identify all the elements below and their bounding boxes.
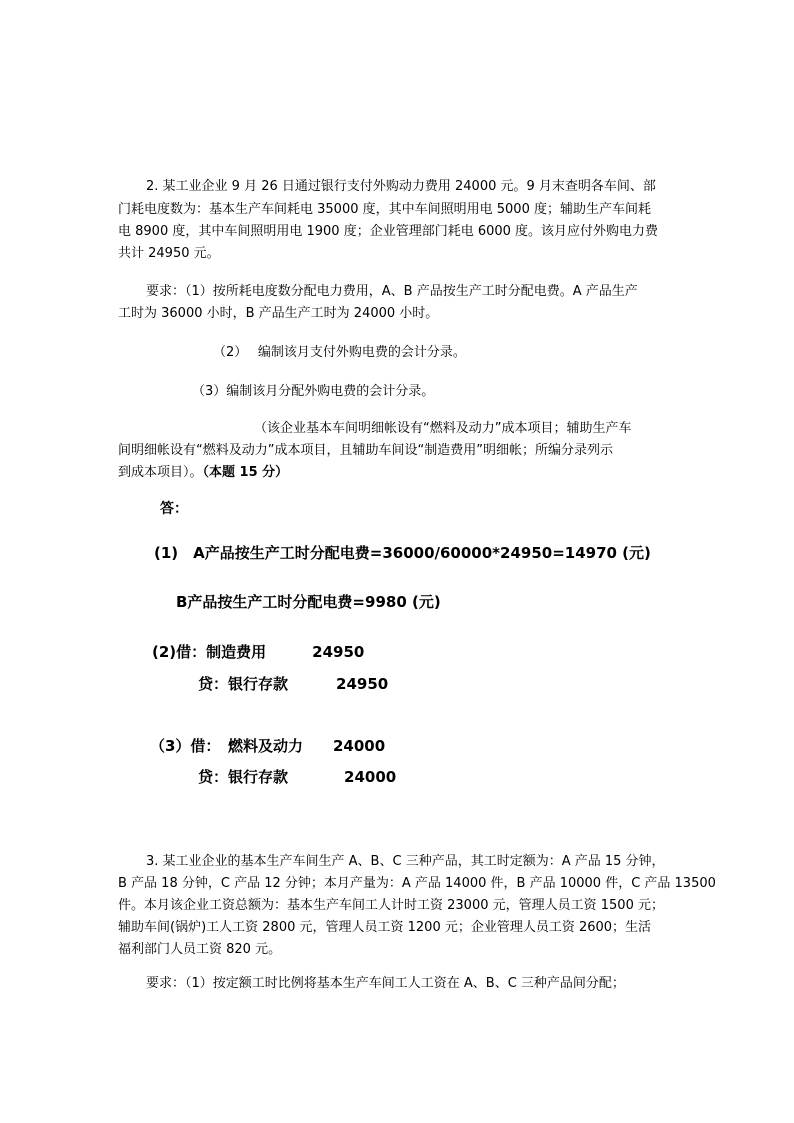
answer-3-credit-label: 贷：银行存款 <box>198 768 289 786</box>
q2-score: （本题 15 分） <box>202 465 289 480</box>
q3-line-2: B 产品 18 分钟，C 产品 12 分钟；本月产量为：A 产品 14000 件，B 产品 10000 件，C 产品 13500 <box>118 876 716 891</box>
answer-3-credit <box>198 766 396 789</box>
q2-requirement-1-line-2: 工时为 36000 小时，B 产品生产工时为 24000 小时。 <box>118 306 439 321</box>
answer-3-credit-amount: 24000 <box>344 768 397 786</box>
q2-requirement-3: （3）编制该月分配外购电费的会计分录。 <box>192 384 435 399</box>
q2-note-line-3-wrap <box>118 462 288 485</box>
answer-2-debit-amount: 24950 <box>312 643 365 661</box>
q3-line-5: 福利部门人员工资 820 元。 <box>118 942 282 957</box>
q2-requirement-2: （2） 编制该月支付外购电费的会计分录。 <box>213 345 466 360</box>
answer-2-credit-amount: 24950 <box>336 675 389 693</box>
answer-2-credit <box>198 673 388 696</box>
answer-3-debit-label: （3）借： 燃料及动力 <box>150 737 303 755</box>
q2-requirement-1-line-1: 要求：（1）按所耗电度数分配电力费用，A、B 产品按生产工时分配电费。A 产品生产 <box>146 284 638 299</box>
q2-note-line-3: 到成本项目）。 <box>118 465 203 480</box>
answer-2-credit-label: 贷：银行存款 <box>198 675 289 693</box>
q3-line-1: 3. 某工业企业的基本生产车间生产 A、B、C 三种产品，其工时定额为：A 产品 15 分钟， <box>146 854 665 869</box>
answer-1-line-2: B产品按生产工时分配电费=9980 (元) <box>176 593 441 611</box>
q2-line-3: 电 8900 度，其中车间照明用电 1900 度；企业管理部门耗电 6000 度。该月应付外购电力费 <box>118 224 659 239</box>
q2-note-line-1: （该企业基本车间明细帐设有“燃料及动力”成本项目；辅助生产车 <box>254 421 632 436</box>
q3-requirement-1: 要求：（1）按定额工时比例将基本生产车间工人工资在 A、B、C 三种产品间分配； <box>146 976 625 991</box>
q2-line-4: 共计 24950 元。 <box>118 246 220 261</box>
answer-2-debit <box>152 641 364 664</box>
answer-label: 答： <box>160 501 188 517</box>
answer-1-line-1: (1) A产品按生产工时分配电费=36000/60000*24950=14970 (元) <box>154 544 651 562</box>
q3-line-3: 件。本月该企业工资总额为：基本生产车间工人计时工资 23000 元，管理人员工资 1500 元； <box>118 898 664 913</box>
q2-note-line-2: 间明细帐设有“燃料及动力”成本项目，且辅助车间设“制造费用”明细帐；所编分录列示 <box>118 443 613 458</box>
q2-line-1: 2. 某工业企业 9 月 26 日通过银行支付外购动力费用 24000 元。9 月末查明各车间、部 <box>146 179 656 194</box>
q2-line-2: 门耗电度数为：基本生产车间耗电 35000 度，其中车间照明用电 5000 度；辅助生产车间耗 <box>118 202 651 217</box>
answer-3-debit-amount: 24000 <box>332 737 386 755</box>
q3-line-4: 辅助车间(锅炉)工人工资 2800 元，管理人员工资 1200 元；企业管理人员工资 2600；生活 <box>118 920 652 935</box>
answer-3-debit <box>150 735 385 758</box>
answer-2-debit-label: (2)借：制造费用 <box>152 643 267 661</box>
